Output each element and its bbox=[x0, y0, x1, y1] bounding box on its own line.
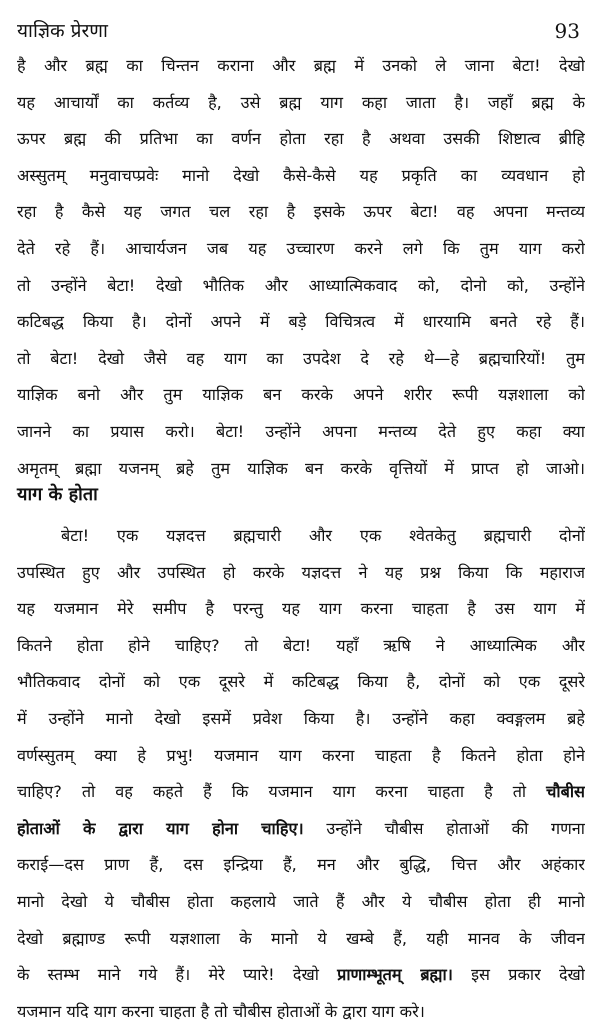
text-line: भौतिकवाद दोनों को एक दूसरे में कटिबद्ध किया है, दोनों को एक दूसरे bbox=[17, 672, 585, 692]
text-line: में उन्होंने मानो देखो इसमें प्रवेश किया है। उन्होंने कहा क्वङ्गलम ब्रहे bbox=[17, 708, 585, 728]
text-line: याज्ञिक बनो और तुम याज्ञिक बन करके अपने शरीर रूपी यज्ञशाला को bbox=[17, 385, 585, 405]
text-line: मानो देखो ये चौबीस होता कहलाये जाते हैं और ये चौबीस होता ही मानो bbox=[17, 891, 585, 911]
text-line: तो उन्होंने बेटा! देखो भौतिक और आध्यात्मिकवाद को, दोनो को, उन्होंने bbox=[17, 275, 585, 295]
text-line: रहा है कैसे यह जगत चल रहा है इसके ऊपर बेटा! वह अपना मन्तव्य bbox=[17, 202, 585, 222]
text-line: तो बेटा! देखो जैसे वह याग का उपदेश दे रहे थे—हे ब्रह्मचारियों! तुम bbox=[17, 348, 585, 368]
text-line: अमृतम् ब्रह्मा यजनम् ब्रहे तुम याज्ञिक बन करके वृत्तियों में प्राप्त हो जाओ। bbox=[17, 458, 585, 478]
text-line: है और ब्रह्म का चिन्तन कराना और ब्रह्म में उनको ले जाना बेटा! देखो bbox=[17, 56, 585, 75]
text-line: ऊपर ब्रह्म की प्रतिभा का वर्णन होता रहा है अथवा उसकी शिष्टात्व ब्रीहि bbox=[17, 129, 585, 149]
line-text: चाहिए? तो वह कहते हैं कि यजमान याग करना चाहता है तो bbox=[17, 782, 527, 802]
bold-phrase: होताओं के द्वारा याग होना चाहिए। bbox=[17, 818, 304, 838]
text-line: कराई—दस प्राण हैं, दस इन्द्रिया हैं, मन और बुद्धि, चित्त और अहंकार bbox=[17, 855, 585, 875]
section-heading: याग के होता bbox=[17, 484, 98, 505]
text-line: कटिबद्ध किया है। दोनों अपने में बड़े विचित्रत्व में धारयामि बनते रहे हैं। bbox=[17, 312, 585, 332]
bold-phrase: प्राणाम्भूतम् ब्रह्मा। bbox=[337, 965, 453, 985]
text-line bbox=[17, 811, 585, 848]
bold-phrase: चौबीस bbox=[546, 782, 585, 802]
running-head: याज्ञिक प्रेरणा bbox=[17, 20, 108, 42]
line-text: उन्होंने चौबीस होताओं की गणना bbox=[326, 818, 585, 838]
text-line: कितने होता होने चाहिए? तो बेटा! यहाँ ऋषि ने आध्यात्मिक और bbox=[17, 635, 585, 655]
paragraph-2 bbox=[17, 518, 585, 1030]
page-number: 93 bbox=[554, 19, 580, 43]
line-text: इस प्रकार देखो bbox=[471, 965, 585, 985]
text-line: यह यजमान मेरे समीप है परन्तु यह याग करना चाहता है उस याग में bbox=[17, 599, 585, 619]
text-line bbox=[17, 957, 585, 994]
text-line bbox=[17, 774, 585, 811]
text-line: उपस्थित हुए और उपस्थित हो करके यज्ञदत्त ने यह प्रश्न किया कि महाराज bbox=[17, 562, 585, 582]
text-line: बेटा! एक यज्ञदत्त ब्रह्मचारी और एक श्वेतकेतु ब्रह्मचारी दोनों bbox=[61, 526, 585, 545]
page-header bbox=[17, 14, 588, 48]
line-text: के स्तम्भ माने गये हैं। मेरे प्यारे! देखो bbox=[17, 965, 319, 985]
text-line: देते रहे हैं। आचार्यजन जब यह उच्चारण करने लगे कि तुम याग करो bbox=[17, 238, 585, 258]
text-line: अस्सुतम् मनुवाचप्प्रवेः मानो देखो कैसे-कैसे यह प्रकृति का व्यवधान हो bbox=[17, 165, 585, 185]
text-line: देखो ब्रह्माण्ड रूपी यज्ञशाला के मानो ये खम्बे हैं, यही मानव के जीवन bbox=[17, 928, 585, 948]
text-line: यजमान यदि याग करना चाहता है तो चौबीस होताओं के द्वारा याग करे। bbox=[17, 1001, 425, 1021]
paragraph-1 bbox=[17, 48, 585, 487]
text-line: वर्णस्सुतम् क्या हे प्रभु! यजमान याग करना चाहता है कितने होता होने bbox=[17, 745, 585, 765]
text-line: जानने का प्रयास करो। बेटा! उन्होंने अपना मन्तव्य देते हुए कहा क्या bbox=[17, 421, 585, 441]
text-line: यह आचार्यों का कर्तव्य है, उसे ब्रह्म याग कहा जाता है। जहाँ ब्रह्म के bbox=[17, 92, 585, 112]
